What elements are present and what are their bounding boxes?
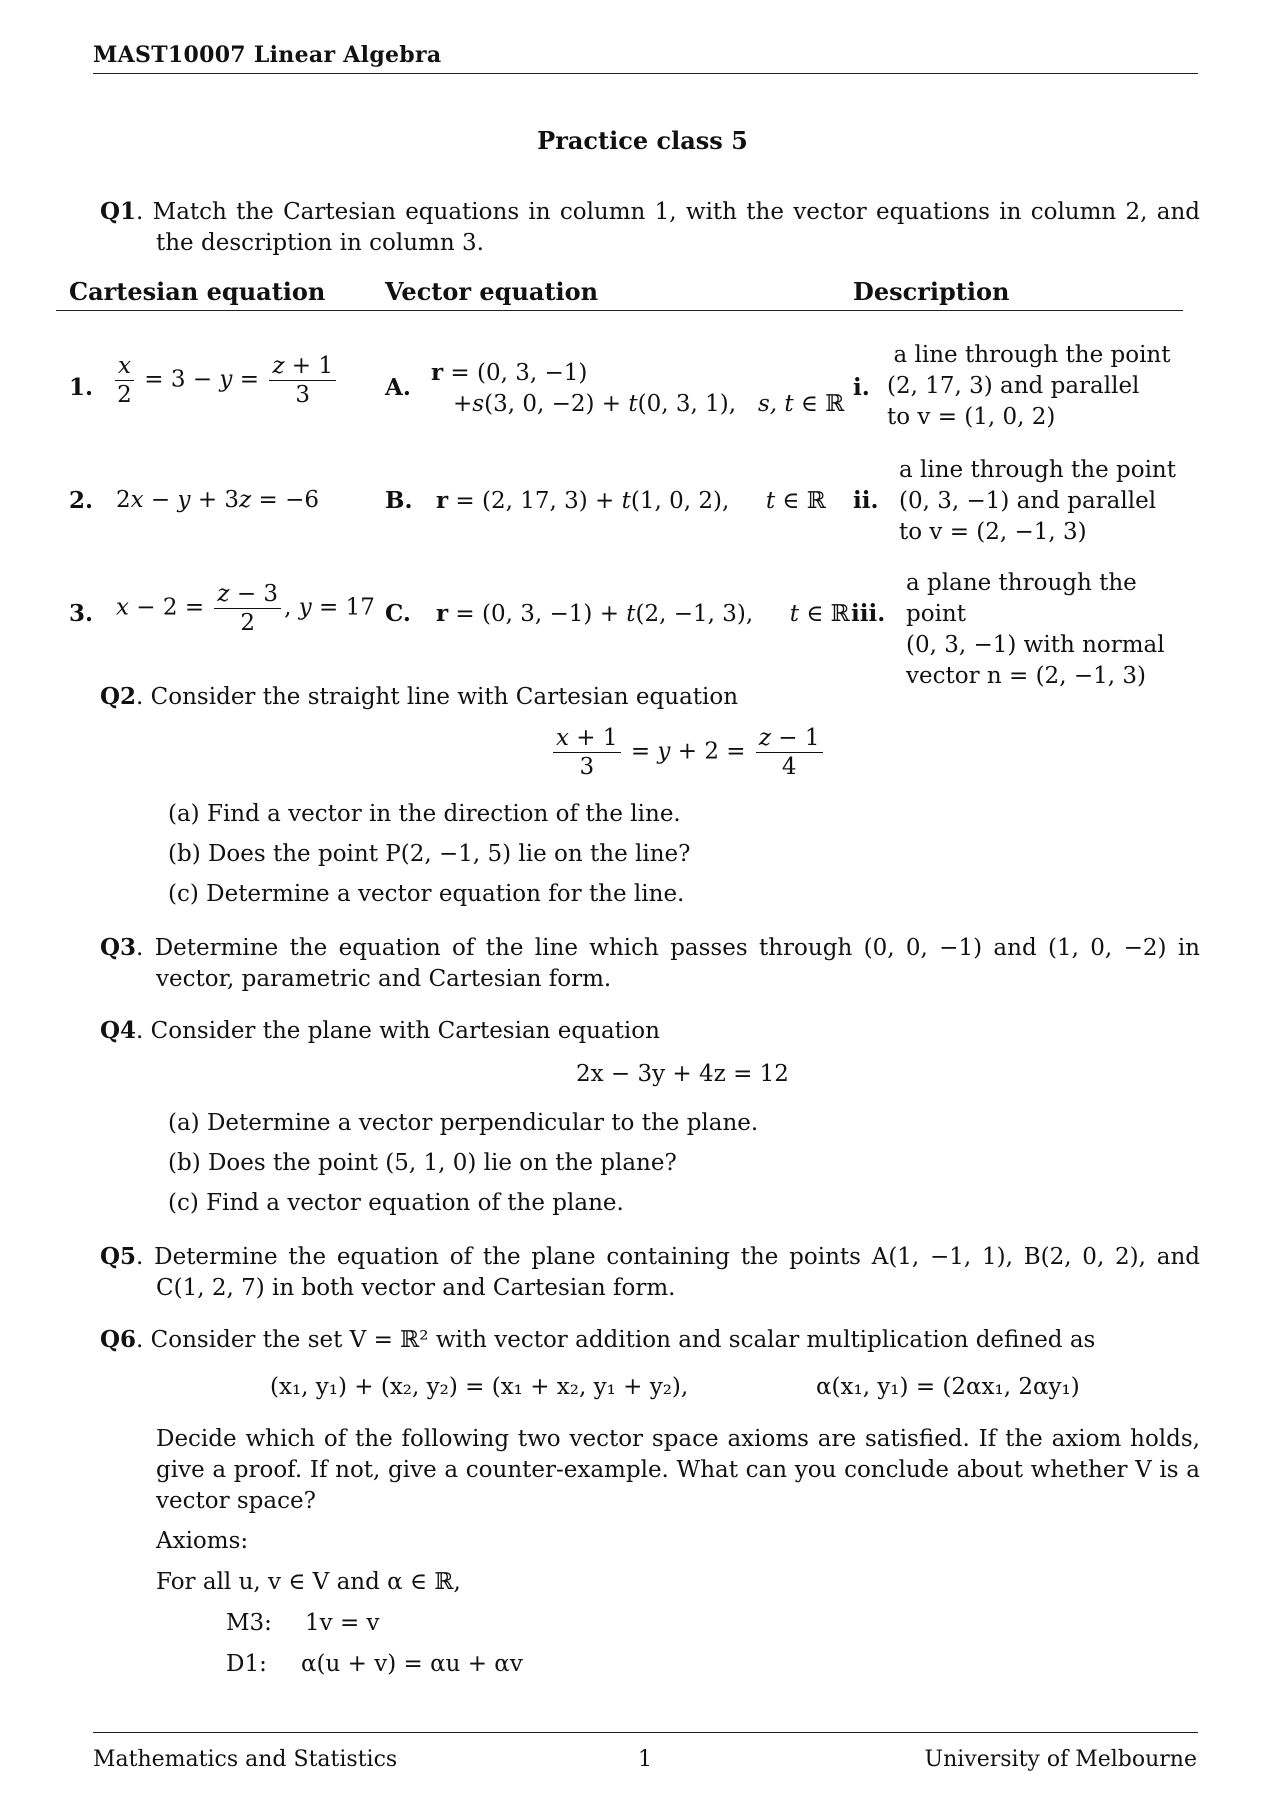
row1-letter: A. (385, 374, 411, 401)
row2-roman: ii. (853, 487, 879, 514)
row2-vector-equation: r = (2, 17, 3) + t(1, 0, 2), t ∈ ℝ (436, 487, 826, 514)
q4-part-a (168, 1110, 758, 1136)
q4-label: Q4 (100, 1017, 137, 1044)
q2-part-b-tag: (b) (168, 841, 201, 867)
q2-part-a (168, 801, 681, 827)
q2-part-a-tag: (a) (168, 801, 200, 827)
q5-block: Q5. Determine the equation of the plane containing the points A(1, −1, 1), B(2, 0, 2), and C(1, 2, 7) in both vector and Cartesian form. (100, 1243, 1200, 1301)
row1-number: 1. (69, 374, 94, 401)
row3-desc-line2: (0, 3, −1) with normal (906, 632, 1165, 658)
q4-part-a-tag: (a) (168, 1110, 200, 1136)
q2-line-equation: $\frac{x + 1}{3}$ = y + 2 = $\frac{z - 1}{4}$ (550, 726, 826, 779)
course-header: MAST10007 Linear Algebra (93, 42, 442, 68)
q2-part-b-text: Does the point P(2, −1, 5) lie on the line? (207, 841, 691, 867)
q3-text: Determine the equation of the line which passes through (0, 0, −1) and (1, 0, −2) in vector, parametric and Cartesian form. (154, 935, 1200, 992)
row1-cartesian-equation: $\frac{x}{2}$ = 3 − y = $\frac{z + 1}{3}$ (112, 354, 339, 407)
row3-number: 3. (69, 600, 94, 627)
row3-description (906, 568, 1196, 692)
q2-part-b (168, 841, 690, 867)
col-cartesian-header: Cartesian equation (69, 277, 326, 306)
q1-label: Q1 (100, 198, 137, 225)
q1-text: Match the Cartesian equations in column 1, with the vector equations in column 2, and the description in column 3. (152, 199, 1200, 256)
q4-intro: Q4. Consider the plane with Cartesian equation (100, 1017, 660, 1044)
q2-text: Consider the straight line with Cartesian equation (150, 684, 739, 710)
q5-label: Q5 (100, 1243, 137, 1270)
table-rule (56, 310, 1183, 311)
axiom-d1-formula: α(u + v) = αu + αv (301, 1651, 523, 1677)
q1-intro: Q1. Match the Cartesian equations in column 1, with the vector equations in column 2, and the description in column 3. (100, 198, 1200, 256)
q6-scalar-definition: α(x₁, y₁) = (2αx₁, 2αy₁) (816, 1374, 1080, 1400)
q2-part-c (168, 881, 684, 907)
row1-desc-line2: (2, 17, 3) and parallel (887, 373, 1140, 399)
axiom-m3-name: M3: (226, 1610, 272, 1636)
page-title: Practice class 5 (537, 126, 748, 155)
row1-desc-line3: to v = (1, 0, 2) (887, 404, 1056, 430)
footer-university: University of Melbourne (924, 1747, 1197, 1772)
q6-axioms-label: Axioms: (156, 1528, 249, 1554)
q4-plane-equation: 2x − 3y + 4z = 12 (576, 1061, 789, 1087)
q2-intro: Q2. Consider the straight line with Cartesian equation (100, 683, 739, 710)
col-description-header: Description (853, 277, 1010, 306)
col-vector-header: Vector equation (385, 277, 599, 306)
row2-number: 2. (69, 487, 94, 514)
footer-department: Mathematics and Statistics (93, 1747, 398, 1772)
q2-part-a-text: Find a vector in the direction of the line. (206, 801, 681, 827)
row3-roman: iii. (851, 600, 886, 627)
q3-block: Q3. Determine the equation of the line which passes through (0, 0, −1) and (1, 0, −2) in vector, parametric and Cartesian form. (100, 934, 1200, 992)
q6-label: Q6 (100, 1326, 137, 1353)
row3-desc-line1: a plane through the point (906, 570, 1137, 627)
row3-cartesian-equation: x − 2 = $\frac{z - 3}{2}$ , y = 17 (116, 581, 375, 637)
row2-desc-line1: a line through the point (899, 457, 1176, 483)
row1-desc-line1: a line through the point (893, 342, 1171, 368)
row2-desc-line2: (0, 3, −1) and parallel (899, 488, 1157, 514)
axiom-d1-name: D1: (226, 1651, 267, 1677)
row3-vector-equation: r = (0, 3, −1) + t(2, −1, 3), t ∈ ℝ (436, 600, 850, 627)
row2-cartesian-equation: 2x − y + 3z = −6 (116, 487, 319, 513)
q6-intro: Q6. Consider the set V = ℝ² with vector addition and scalar multiplication defined as (100, 1326, 1096, 1353)
q4-part-b-tag: (b) (168, 1150, 201, 1176)
row1-vector-equation: r = (0, 3, −1) +s(3, 0, −2) + t(0, 3, 1), s, t ∈ ℝ (431, 359, 845, 417)
q4-part-b-text: Does the point (5, 1, 0) lie on the plane? (207, 1150, 677, 1176)
q2-part-c-tag: (c) (168, 881, 199, 907)
q4-text: Consider the plane with Cartesian equation (150, 1018, 660, 1044)
row2-letter: B. (385, 487, 413, 514)
row1-roman: i. (853, 374, 870, 401)
row2-description (899, 455, 1189, 548)
row1-description (887, 340, 1177, 433)
q2-part-c-text: Determine a vector equation for the line. (206, 881, 685, 907)
q4-part-c-text: Find a vector equation of the plane. (206, 1190, 624, 1216)
q6-decide-text: Decide which of the following two vector space axioms are satisfied. If the axiom holds, give a proof. If not, give a counter-example. What can you conclude about whether V is a vector space? (156, 1426, 1200, 1514)
q4-part-b (168, 1150, 677, 1176)
row3-desc-line3: vector n = (2, −1, 3) (906, 663, 1146, 689)
axiom-m3-formula: 1v = v (305, 1610, 380, 1636)
footer-page-number: 1 (638, 1747, 652, 1772)
q6-text: Consider the set V = ℝ² with vector addition and scalar multiplication defined as (150, 1327, 1096, 1353)
q4-part-c (168, 1190, 624, 1216)
row3-letter: C. (385, 600, 411, 627)
footer-rule (93, 1732, 1198, 1733)
q2-label: Q2 (100, 683, 137, 710)
row2-desc-line3: to v = (2, −1, 3) (899, 519, 1087, 545)
q4-part-c-tag: (c) (168, 1190, 199, 1216)
q4-part-a-text: Determine a vector perpendicular to the plane. (206, 1110, 759, 1136)
q3-label: Q3 (100, 934, 137, 961)
q6-addition-definition: (x₁, y₁) + (x₂, y₂) = (x₁ + x₂, y₁ + y₂), (270, 1374, 689, 1400)
q5-text: Determine the equation of the plane containing the points A(1, −1, 1), B(2, 0, 2), and C(1, 2, 7) in both vector and Cartesian form. (154, 1244, 1200, 1301)
q6-forall: For all u, v ∈ V and α ∈ ℝ, (156, 1569, 461, 1595)
header-rule (93, 73, 1198, 74)
